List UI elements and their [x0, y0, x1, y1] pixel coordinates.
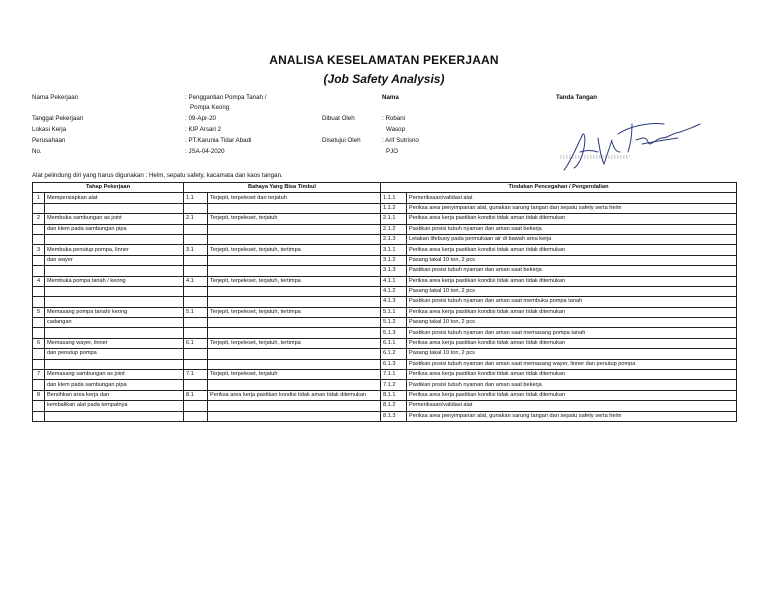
header-tahap-pekerjaan: Tahap Pekerjaan — [33, 183, 184, 193]
hazard-number-cell — [184, 359, 208, 369]
header-bahaya: Bahaya Yang Bisa Timbul — [184, 183, 381, 193]
step-number-cell — [33, 328, 45, 338]
hazard-number-cell: 5.1 — [184, 307, 208, 317]
step-description-cell: Memasang wayer, linner — [45, 338, 184, 348]
control-description-cell: Periksa area kerja pastikan kondisi tidak aman tidak ditemukan — [407, 338, 737, 348]
table-row — [33, 307, 737, 317]
control-number-cell: 7.1.2 — [381, 380, 407, 390]
control-description-cell: Pasang takal 10 ton, 2 pcs — [407, 255, 737, 265]
step-description-cell: dan klem pada sambungan pipa — [45, 224, 184, 234]
table-row — [33, 349, 737, 359]
step-number-cell — [33, 349, 45, 359]
control-description-cell: Periksa area penyimpanan alat, gunakan sarung tangan dan sepatu safety serta helm — [407, 203, 737, 213]
step-number-cell — [33, 234, 45, 244]
jsa-table — [32, 182, 737, 422]
disetujui-jabatan: PJO — [386, 148, 399, 155]
hazard-number-cell — [184, 203, 208, 213]
dibuat-jabatan: Wasop — [386, 126, 406, 133]
table-row — [33, 193, 737, 203]
step-description-cell: Memasang sambungan as joint — [45, 370, 184, 380]
control-number-cell: 8.1.2 — [381, 401, 407, 411]
step-number-cell — [33, 297, 45, 307]
hazard-description-cell: Terjepit, terpeleset, terjatuh, tertimpa — [208, 307, 381, 317]
hazard-description-cell — [208, 286, 381, 296]
control-number-cell: 5.1.3 — [381, 328, 407, 338]
step-description-cell — [45, 411, 184, 421]
hazard-number-cell: 8.1 — [184, 390, 208, 400]
control-description-cell: Pasang takal 10 ton, 2 pcs — [407, 286, 737, 296]
control-number-cell: 3.1.1 — [381, 245, 407, 255]
step-number-cell: 1 — [33, 193, 45, 203]
step-number-cell: 3 — [33, 245, 45, 255]
hazard-number-cell — [184, 255, 208, 265]
step-description-cell — [45, 234, 184, 244]
hazard-number-cell — [184, 401, 208, 411]
control-description-cell: Periksa area kerja pastikan kondisi tidak aman tidak ditemukan — [407, 245, 737, 255]
step-number-cell: 6 — [33, 338, 45, 348]
step-description-cell: dan klem pada sambungan pipa — [45, 380, 184, 390]
step-number-cell — [33, 203, 45, 213]
step-description-cell — [45, 359, 184, 369]
disetujui-label: Disetujui Oleh — [322, 137, 361, 144]
control-number-cell: 7.1.1 — [381, 370, 407, 380]
control-description-cell: Pastikan posisi tubuh nyaman dan aman saat bekerja — [407, 380, 737, 390]
step-number-cell — [33, 255, 45, 265]
hazard-number-cell: 3.1 — [184, 245, 208, 255]
control-description-cell: Pastikan posisi tubuh nyaman dan aman saat bekerja — [407, 266, 737, 276]
hazard-description-cell: Terjepit, terpeleset, terjatuh, tertimpa — [208, 245, 381, 255]
step-description-cell: cadangan — [45, 318, 184, 328]
control-number-cell: 1.1.1 — [381, 193, 407, 203]
table-row — [33, 245, 737, 255]
step-number-cell — [33, 286, 45, 296]
hazard-description-cell — [208, 255, 381, 265]
tanda-tangan-label: Tanda Tangan — [556, 94, 598, 101]
hazard-description-cell — [208, 266, 381, 276]
no-label: No. — [32, 148, 42, 155]
step-description-cell — [45, 297, 184, 307]
control-description-cell: Periksa area kerja pastikan kondisi tidak aman tidak ditemukan — [407, 276, 737, 286]
control-description-cell: Pasang takal 10 ton, 2 pcs — [407, 349, 737, 359]
hazard-number-cell — [184, 224, 208, 234]
control-description-cell: Periksa area kerja pastikan kondisi tidak aman tidak ditemukan — [407, 307, 737, 317]
hazard-number-cell: 6.1 — [184, 338, 208, 348]
hazard-description-cell — [208, 328, 381, 338]
control-description-cell: Periksa area kerja pastikan kondisi tidak aman tidak ditemukan — [407, 214, 737, 224]
table-row — [33, 401, 737, 411]
control-description-cell: Periksa area penyimpanan alat, gunakan sarung tangan dan sepatu safety serta helm — [407, 411, 737, 421]
control-number-cell: 3.1.3 — [381, 266, 407, 276]
hazard-description-cell — [208, 401, 381, 411]
tanggal-value: : 09-Apr-20 — [185, 115, 216, 122]
step-number-cell: 4 — [33, 276, 45, 286]
table-row — [33, 338, 737, 348]
table-row — [33, 370, 737, 380]
table-row — [33, 297, 737, 307]
step-description-cell: Mempersiapkan alat — [45, 193, 184, 203]
control-number-cell: 2.1.3 — [381, 234, 407, 244]
table-row — [33, 318, 737, 328]
step-description-cell: Memasang pompa tanah/ keong — [45, 307, 184, 317]
signature-arif-stroke-2 — [598, 138, 620, 164]
nama-column-label: Nama — [382, 94, 399, 101]
document-title: ANALISA KESELAMATAN PEKERJAAN — [269, 53, 499, 67]
control-description-cell: Letakan lifebuoy pada permukaan air di bawah area kerja — [407, 234, 737, 244]
hazard-description-cell: Terjepit, terpeleset, terjatuh, tertimpa — [208, 338, 381, 348]
signature-arif-stroke — [564, 134, 598, 170]
step-description-cell: Bersihkan area kerja dan — [45, 390, 184, 400]
step-number-cell: 2 — [33, 214, 45, 224]
step-description-cell: Membuka pompa tanah / keong — [45, 276, 184, 286]
control-description-cell: Pemeriksaan/validasi alat — [407, 193, 737, 203]
control-number-cell: 2.1.2 — [381, 224, 407, 234]
control-description-cell: Pastikan posisi tubuh nyaman dan aman saat memasang pompa tanah — [407, 328, 737, 338]
hazard-number-cell: 7.1 — [184, 370, 208, 380]
step-number-cell: 7 — [33, 370, 45, 380]
control-description-cell: Pemeriksaan/validasi alat — [407, 401, 737, 411]
control-number-cell: 6.1.1 — [381, 338, 407, 348]
hazard-number-cell — [184, 286, 208, 296]
step-description-cell — [45, 328, 184, 338]
step-description-cell — [45, 266, 184, 276]
hazard-number-cell — [184, 234, 208, 244]
hazard-description-cell — [208, 203, 381, 213]
hazard-number-cell: 2.1 — [184, 214, 208, 224]
hazard-number-cell — [184, 328, 208, 338]
control-number-cell: 4.1.3 — [381, 297, 407, 307]
hazard-number-cell — [184, 297, 208, 307]
hazard-description-cell: Terjepit, terpeleset dan terjatuh — [208, 193, 381, 203]
hazard-description-cell — [208, 380, 381, 390]
perusahaan-value: : PT.Karunia Tidar Abadi — [185, 137, 252, 144]
hazard-description-cell: Terjepit, terpeleset, terjatuh, tertimpa — [208, 276, 381, 286]
hazard-description-cell: Periksa area kerja pastikan kondisi tidak aman tidak ditemukan — [208, 390, 381, 400]
control-number-cell: 3.1.2 — [381, 255, 407, 265]
step-description-cell: Membuka penutup pompa, linner — [45, 245, 184, 255]
nama-pekerjaan-label: Nama Pekerjaan — [32, 94, 79, 101]
step-description-cell — [45, 203, 184, 213]
table-row — [33, 234, 737, 244]
control-number-cell: 4.1.2 — [381, 286, 407, 296]
control-number-cell: 4.1.1 — [381, 276, 407, 286]
table-row — [33, 411, 737, 421]
step-number-cell — [33, 224, 45, 234]
table-row — [33, 380, 737, 390]
tanggal-label: Tanggal Pekerjaan — [32, 115, 84, 122]
dibuat-value: : Robani — [382, 115, 406, 122]
hazard-description-cell — [208, 411, 381, 421]
step-number-cell: 8 — [33, 390, 45, 400]
control-description-cell: Pastikan posisi tubuh nyaman dan aman saat bekerja — [407, 224, 737, 234]
hazard-number-cell — [184, 266, 208, 276]
header-tindakan: Tindakan Pencegahan / Pengendalian — [381, 183, 737, 193]
control-description-cell: Pastikan posisi tubuh nyaman dan aman saat membuka pompa tanah — [407, 297, 737, 307]
hazard-description-cell: Terjepit, terpeleset, terjatuh — [208, 214, 381, 224]
step-description-cell: dan wayer — [45, 255, 184, 265]
table-row — [33, 390, 737, 400]
dibuat-label: Dibuat Oleh — [322, 115, 355, 122]
control-number-cell: 8.1.3 — [381, 411, 407, 421]
table-row — [33, 203, 737, 213]
control-number-cell: 8.1.1 — [381, 390, 407, 400]
hazard-number-cell: 4.1 — [184, 276, 208, 286]
hazard-description-cell — [208, 224, 381, 234]
lokasi-label: Lokasi Kerja — [32, 126, 67, 133]
step-description-cell — [45, 286, 184, 296]
signature-robani-stroke — [618, 123, 700, 152]
document-subtitle: (Job Safety Analysis) — [323, 72, 445, 86]
hazard-number-cell: 1.1 — [184, 193, 208, 203]
hazard-number-cell — [184, 318, 208, 328]
step-number-cell — [33, 401, 45, 411]
control-description-cell: Periksa area kerja pastikan kondisi tidak aman tidak ditemukan — [407, 370, 737, 380]
table-header-row — [33, 183, 737, 193]
hazard-description-cell — [208, 234, 381, 244]
table-row — [33, 276, 737, 286]
step-number-cell — [33, 266, 45, 276]
step-number-cell — [33, 411, 45, 421]
hazard-description-cell — [208, 297, 381, 307]
table-row — [33, 255, 737, 265]
step-number-cell — [33, 359, 45, 369]
disetujui-value: : Arif Sutrisno — [382, 137, 419, 144]
control-description-cell: Pastikan posisi tubuh nyaman dan aman saat memasang wayer, linner dan penutup pompa — [407, 359, 737, 369]
control-description-cell: Periksa area kerja pastikan kondisi tidak aman tidak ditemukan — [407, 390, 737, 400]
hazard-description-cell: Terjepit, terpeleset, terjatuh — [208, 370, 381, 380]
control-description-cell: Pasang takal 10 ton, 2 pcs — [407, 318, 737, 328]
perusahaan-label: Perusahaan — [32, 137, 66, 144]
step-description-cell: kembalikan alat pada tempatnya — [45, 401, 184, 411]
table-row — [33, 266, 737, 276]
apd-note: Alat pelindung diri yang harus digunakan : Helm, sepatu safety, kacamata dan kaos tangan. — [32, 172, 283, 179]
step-description-cell: dan penutup pompa — [45, 349, 184, 359]
step-number-cell — [33, 380, 45, 390]
control-number-cell: 5.1.2 — [381, 318, 407, 328]
step-number-cell — [33, 318, 45, 328]
control-number-cell: 6.1.2 — [381, 349, 407, 359]
control-number-cell: 6.1.3 — [381, 359, 407, 369]
table-row — [33, 224, 737, 234]
table-row — [33, 214, 737, 224]
control-number-cell: 2.1.1 — [381, 214, 407, 224]
hazard-number-cell — [184, 411, 208, 421]
table-row — [33, 286, 737, 296]
hazard-number-cell — [184, 380, 208, 390]
hazard-description-cell — [208, 359, 381, 369]
step-description-cell: Membuka sambungan as joint — [45, 214, 184, 224]
nama-pekerjaan-value: : Penggantian Pompa Tanah / — [185, 94, 267, 101]
control-number-cell: 5.1.1 — [381, 307, 407, 317]
no-value: : JSA-04-2020 — [185, 148, 225, 155]
hazard-number-cell — [184, 349, 208, 359]
signature-image — [560, 108, 720, 178]
table-row — [33, 359, 737, 369]
hazard-description-cell — [208, 349, 381, 359]
nama-pekerjaan-value-cont: Pompa Keong — [190, 104, 230, 111]
lokasi-value: : KIP Arsari 2 — [185, 126, 221, 133]
control-number-cell: 1.1.2 — [381, 203, 407, 213]
step-number-cell: 5 — [33, 307, 45, 317]
table-row — [33, 328, 737, 338]
hazard-description-cell — [208, 318, 381, 328]
